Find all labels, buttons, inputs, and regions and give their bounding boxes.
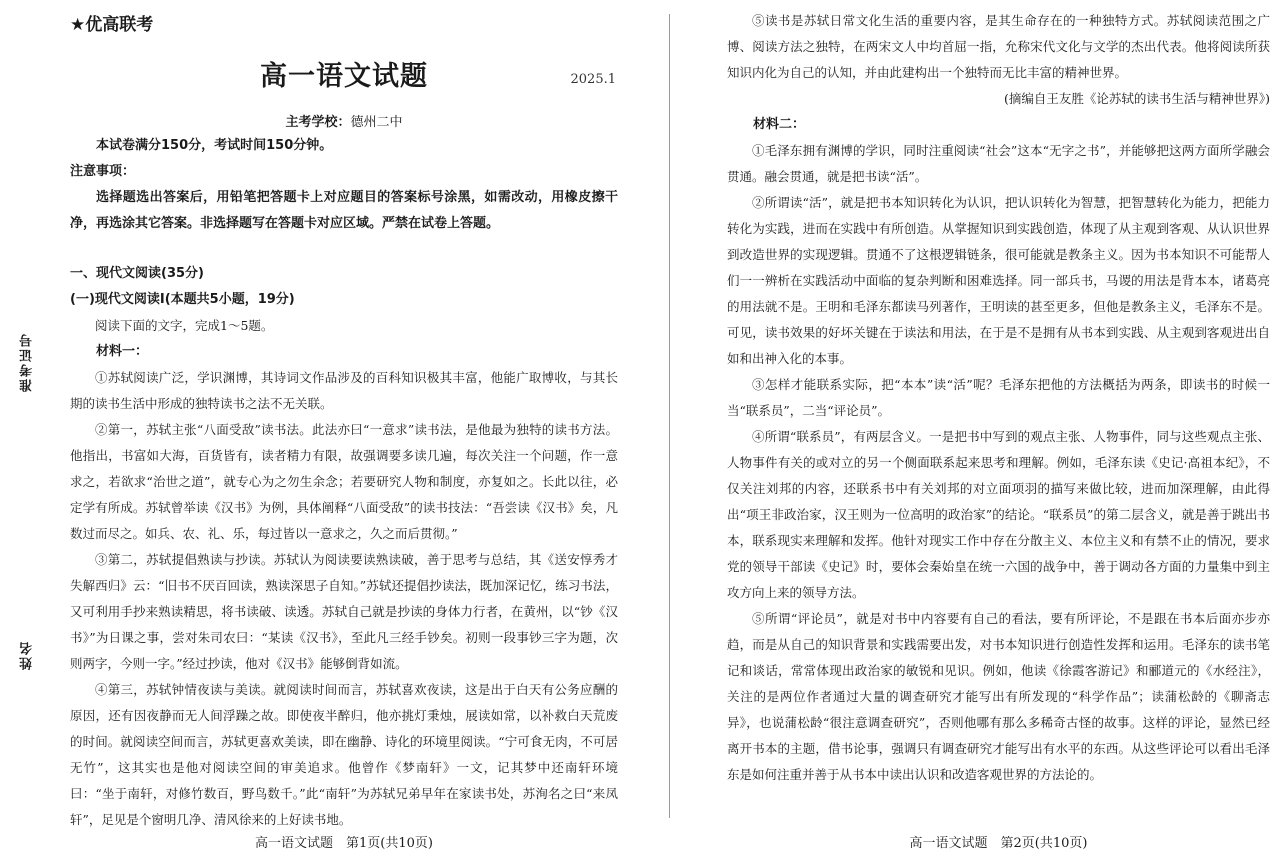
material1-paragraph-4: ④第三，苏轼钟情夜读与美读。就阅读时间而言，苏轼喜欢夜读，这是出于白天有公务应酬的原因，还有因夜静而无人间浮躁之故。即使夜半醉归，他亦挑灯秉烛，展读如常，以补救白天荒废的时间。就阅读空间而言，苏轼更喜欢美读，即在幽静、诗化的环境里阅读。“宁可食无肉，不可居无竹”，这其实也是他对阅读空间的审美追求。他曾作《梦南轩》一文，记其梦中还南轩环境曰：“坐于南轩，对修竹数百，野鸟数千。”此“南轩”为苏轼兄弟早年在家读书处，苏洵名之曰“来凤轩”，足见是个窗明几净、清风徐来的上好读书地。 [70, 682, 618, 827]
material2-paragraph-5: ⑤所谓“评论员”，就是对书中内容要有自己的看法，要有所评论，不是跟在书本后面亦步亦趋，而是从自己的知识背景和实践需要出发，对书本知识进行创造性发挥和运用。毛泽东的读书笔记和谈话，常常体现出政治家的敏锐和见识。例如，他读《徐霞客游记》和郦道元的《水经注》，关注的是两位作者通过大量的调查研究才能写出有所发现的“科学作品”；读蒲松龄的《聊斋志异》，也说蒲松龄“很注意调查研究”，否则他哪有那么多稀奇古怪的故事。这样的评论，显然已经离开书本的主题，借书论事，强调只有调查研究才能写出有水平的东西。从这些评论可以看出毛泽东是如何注重并善于从书本中读出认识和改造客观世界的方法论的。 [727, 611, 1270, 782]
left-page [70, 0, 618, 861]
brand-logo-text: ★优高联考 [70, 15, 154, 35]
material1-paragraph-2: ②第一，苏轼主张“八面受敌”读书法。此法亦曰“一意求”读书法，是他最为独特的读书方法。他指出，书富如大海，百货皆有，读者精力有限，故强调要多读几遍，每次关注一个问题，作一意求之，若欲求“治世之道”，就专心为之勿生余念；若要研究人物和制度，亦复如之。长此以往，必定学有所成。苏轼曾举读《汉书》为例，具体阐释“八面受敌”的读书技法：“吾尝读《汉书》矣，凡数过而尽之。如兵、农、礼、乐，每过皆以一意求之，久之而后贯彻。” [70, 422, 618, 541]
name-side-label: 姓名 [20, 640, 35, 670]
page-divider [669, 14, 670, 818]
right-page-content [727, 8, 1270, 788]
right-page [727, 0, 1270, 861]
reading-instruction: 阅读下面的文字，完成1～5题。 [95, 318, 274, 333]
material1-paragraph-5: ⑤读书是苏轼日常文化生活的重要内容，是其生命存在的一种独特方式。苏轼阅读范围之广博、阅读方法之独特，在两宋文人中均首屈一指，允称宋代文化与文学的杰出代表。他将阅读所获知识内化为自己的认知，并由此建构出一个独特而无比丰富的精神世界。 [727, 13, 1270, 80]
material2-paragraph-2: ②所谓读“活”，就是把书本知识转化为认识，把认识转化为智慧，把智慧转化为能力，把能力转化为实践，进而在实践中有所创造。从掌握知识到实践创造，体现了从主观到客观、从认识世界到改造世界的实现逻辑。贯通不了这根逻辑链条，很可能就是教条主义。因为书本知识不可能帮人们一一辨析在实践活动中面临的复杂判断和困难选择。同一部兵书，马谡的用法是背本本，诸葛亮的用法就不是。王明和毛泽东都读马列著作，王明读的甚至更多，但他是教条主义，毛泽东不是。可见，读书效果的好坏关键在于读法和用法，在于是不是拥有从书本到实践、从主观到客观进出自如和出神入化的本事。 [727, 195, 1270, 366]
host-school-label: 主考学校： [285, 115, 351, 130]
host-school-value: 德州二中 [350, 115, 403, 130]
material1-paragraph-1: ①苏轼阅读广泛，学识渊博，其诗词文作品涉及的百科知识极其丰富，他能广取博收，与其长期的读书生活中形成的独特读书之法不无关联。 [70, 370, 618, 411]
exam-id-side-label: 准考证号 [20, 332, 35, 392]
material2-paragraph-1: ①毛泽东拥有渊博的学识，同时注重阅读“社会”这本“无字之书”，并能够把这两方面所学融会贯通。融会贯通，就是把书读“活”。 [727, 143, 1270, 184]
material2-paragraph-4: ④所谓“联系员”，有两层含义。一是把书中写到的观点主张、人物事件，同与这些观点主张、人物事件有关的或对立的另一个侧面联系起来思考和理解。例如，毛泽东读《史记·高祖本纪》，不仅关注刘邦的内容，还联系书中有关刘邦的对立面项羽的描写来做比较，进而加深理解，由此得出“项王非政治家，汉王则为一位高明的政治家”的结论。“联系员”的第二层含义，就是善于跳出书本，联系现实来理解和发挥。他针对现实工作中存在分散主义、本位主义和有禁不止的情况，要求党的领导干部读《史记》时，要体会秦始皇在统一六国的战争中，善于调动各方面的力量集中到主攻方向上来的领导方法。 [727, 429, 1270, 600]
right-page-footer: 高一语文试题 第2页(共10页) [909, 836, 1088, 851]
score-time-info: 本试卷满分150分，考试时间150分钟。 [96, 138, 333, 153]
exam-date: 2025.1 [570, 72, 616, 87]
exam-info-block [70, 133, 618, 237]
reading-section [70, 261, 618, 833]
notice-text: 选择题选出答案后，用铅笔把答题卡上对应题目的答案标号涂黑，如需改动，用橡皮擦干净，再选涂其它答案。非选择题写在答题卡对应区域。严禁在试卷上答题。 [70, 190, 618, 231]
notice-heading: 注意事项： [70, 164, 136, 179]
host-school [70, 111, 618, 130]
subsection-heading: (一)现代文阅读Ⅰ(本题共5小题，19分) [70, 292, 295, 307]
exam-title: 高一语文试题 [260, 61, 428, 92]
section-heading: 一、现代文阅读(35分) [70, 266, 204, 281]
left-page-footer: 高一语文试题 第1页(共10页) [255, 836, 433, 851]
material2-paragraph-3: ③怎样才能联系实际，把“本本”读“活”呢？毛泽东把他的方法概括为两条，即读书的时候一当“联系员”，二当“评论员”。 [727, 377, 1270, 418]
material2-heading: 材料二： [753, 117, 806, 132]
material1-source: (摘编自王友胜《论苏轼的读书生活与精神世界》) [1003, 91, 1270, 106]
material1-heading: 材料一： [96, 344, 149, 359]
material1-paragraph-3: ③第二，苏轼提倡熟读与抄读。苏轼认为阅读要读熟读破，善于思考与总结，其《送安惇秀才失解西归》云：“旧书不厌百回读，熟读深思子自知。”苏轼还提倡抄读法，既加深记忆，练习书法，又可利用手抄来熟读精思，将书读破、读透。苏轼自己就是抄读的身体力行者，在黄州，以“钞《汉书》”为日课之事，尝对朱司农曰：“某读《汉书》，至此凡三经手钞矣。初则一段事钞三字为题，次则两字，今则一字。”经过抄读，他对《汉书》能够倒背如流。 [70, 552, 618, 671]
